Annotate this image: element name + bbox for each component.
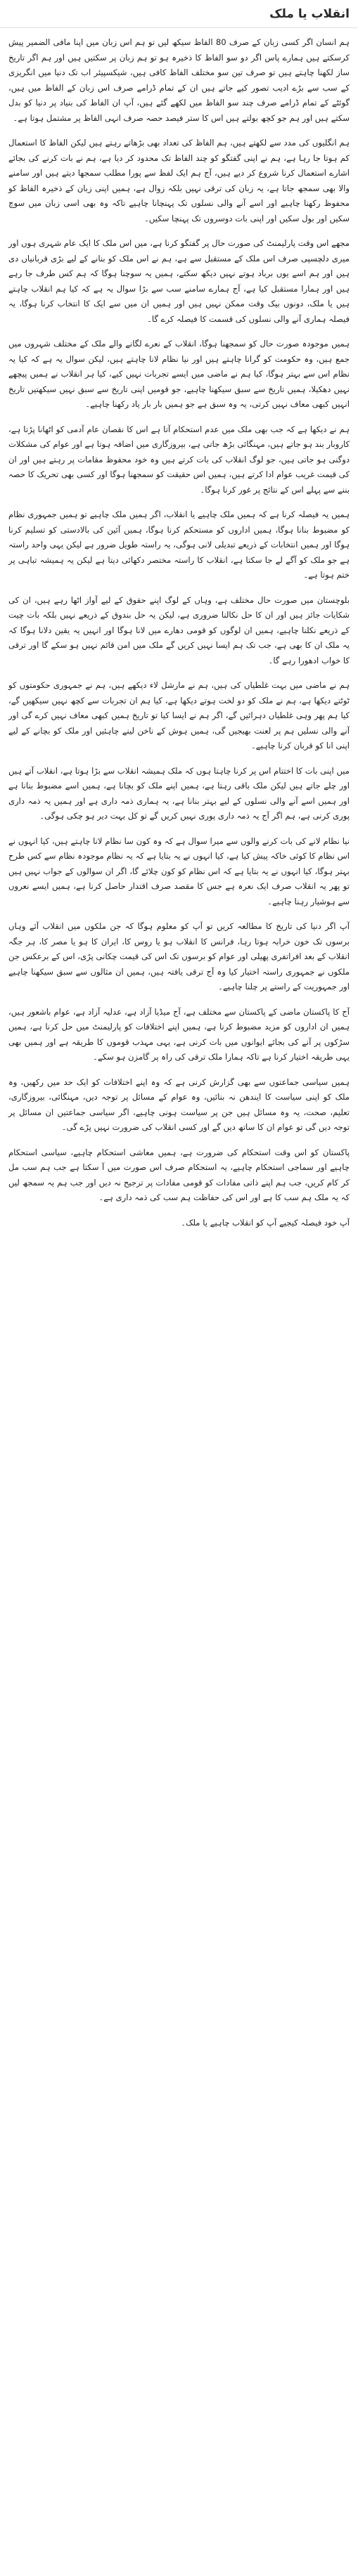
article-paragraph: آپ خود فیصلہ کیجیے آپ کو انقلاب چاہیے یا ملک۔ [181,1217,350,1228]
article-body [0,28,358,2576]
article-paragraph: ہمیں موجودہ صورت حال کو سمجھنا ہوگا، انقلاب کے نعرے لگانے والے ملک کے مختلف شہروں میں جمع ہیں، وہ حکومت کو گرانا چاہتے ہیں اور نیا نظام لانا چاہتے ہیں، لیکن سوال یہ ہے کہ کیا یہ نظام اس سے بہتر ہوگا، کیا ہم نے ماضی میں ایسے تجربات نہیں کیے، کیا ہر انقلاب نے ہمیں پیچھے نہیں دھکیلا، ہمیں تاریخ سے سبق سیکھنا چاہیے، جو قومیں اپنی تاریخ سے سبق نہیں سیکھتیں تاریخ انہیں کبھی معاف نہیں کرتی، یہ وہ سبق ہے جو ہمیں بار بار یاد رکھنا چاہیے۔ [8,339,350,409]
article-paragraph: آج کا پاکستان ماضی کے پاکستان سے مختلف ہے، آج میڈیا آزاد ہے، عدلیہ آزاد ہے، عوام باشعور ہیں، ہمیں ان اداروں کو مزید مضبوط کرنا ہے، ہمیں اپنے اختلافات کو پارلیمنٹ میں حل کرنا ہے، ہمیں سڑکوں پر آنے کی بجائے ایوانوں میں بات کرنی ہے، یہی مہذب قوموں کا طریقہ ہے اور ہمیں بھی یہی طریقہ اختیار کرنا ہے تاکہ ہمارا ملک ترقی کی راہ پر گامزن ہو سکے۔ [8,1006,350,1062]
article-paragraph: ہم نے ماضی میں بہت غلطیاں کی ہیں، ہم نے مارشل لاء دیکھے ہیں، ہم نے جمہوری حکومتوں کو ٹوٹتے دیکھا ہے، ہم نے ملک کو دو لخت ہوتے دیکھا ہے، کیا ہم ان تجربات سے کچھ نہیں سیکھیں گے، کیا ہم پھر وہی غلطیاں دہرائیں گے، اگر ہم نے ایسا کیا تو تاریخ ہمیں کبھی معاف نہیں کرے گی اور آنے والی نسلیں ہم پر لعنت بھیجیں گی، ہمیں ہوش کے ناخن لینے چاہئیں اور ملک کو بچانے کے لیے اپنی انا کو قربان کرنا چاہیے۔ [8,680,350,750]
article-paragraph: بلوچستان میں صورت حال مختلف ہے، وہاں کے لوگ اپنے حقوق کے لیے آواز اٹھا رہے ہیں، ان کی شکایات جائز ہیں اور ان کا حل نکالنا ضروری ہے، لیکن یہ حل بندوق کے ذریعے نہیں بلکہ بات چیت کے ذریعے نکلنا چاہیے، ہمیں ان لوگوں کو قومی دھارے میں لانا ہوگا اور انہیں یہ یقین دلانا ہوگا کہ یہ ملک ان کا بھی ہے، جب تک ہم ایسا نہیں کریں گے ملک میں امن قائم نہیں ہو سکے گا اور ترقی کا خواب ادھورا رہے گا۔ [8,594,350,665]
title-bar [0,0,358,28]
article-paragraph: نیا نظام لانے کی بات کرنے والوں سے میرا سوال ہے کہ وہ کون سا نظام لانا چاہتے ہیں، کیا انہوں نے اس نظام کا کوئی خاکہ پیش کیا ہے، کیا انہوں نے یہ بتایا ہے کہ یہ نظام موجودہ نظام سے کس طرح بہتر ہوگا، کیا انہوں نے یہ بتایا ہے کہ اس نظام کو کون چلائے گا، اگر ان سوالوں کے جواب نہیں ہیں تو پھر یہ انقلاب صرف ایک نعرہ ہے جس کا مقصد صرف اقتدار حاصل کرنا ہے، ہمیں ایسے نعروں سے ہوشیار رہنا چاہیے۔ [8,835,350,906]
article-paragraph: آپ اگر دنیا کی تاریخ کا مطالعہ کریں تو آپ کو معلوم ہوگا کہ جن ملکوں میں انقلاب آئے وہاں برسوں تک خون خرابہ ہوتا رہا، فرانس کا انقلاب ہو یا روس کا، ایران کا ہو یا مصر کا، ہر جگہ انقلاب کے بعد افراتفری پھیلی اور عوام کو برسوں تک اس کی قیمت چکانی پڑی، اس کے برعکس جن ملکوں نے جمہوری راستہ اختیار کیا وہ آج ترقی یافتہ ہیں، ہمیں ان مثالوں سے سبق سیکھنا چاہیے اور جمہوریت کے راستے پر چلنا چاہیے۔ [8,921,350,991]
article-paragraph: ہمیں سیاسی جماعتوں سے بھی گزارش کرنی ہے کہ وہ اپنے اختلافات کو ایک حد میں رکھیں، وہ ملک کو اپنی سیاست کا ایندھن نہ بنائیں، وہ عوام کے مسائل پر توجہ دیں، مہنگائی، بیروزگاری، تعلیم، صحت، یہ وہ مسائل ہیں جن پر سیاست ہونی چاہیے، اگر سیاسی جماعتیں ان مسائل پر توجہ دیں گی تو عوام ان کا ساتھ دیں گے اور کسی انقلاب کی ضرورت نہیں پڑے گی۔ [8,1076,350,1132]
article-paragraph: ہمیں یہ فیصلہ کرنا ہے کہ ہمیں ملک چاہیے یا انقلاب، اگر ہمیں ملک چاہیے تو ہمیں جمہوری نظام کو مضبوط بنانا ہوگا، ہمیں اداروں کو مستحکم کرنا ہوگا، ہمیں آئین کی بالادستی کو تسلیم کرنا ہوگا اور ہمیں انتخابات کے ذریعے تبدیلی لانی ہوگی، یہ راستہ طویل ضرور ہے لیکن یہی واحد راستہ ہے جو ملک کو آگے لے جا سکتا ہے، انقلاب کا راستہ مختصر دکھائی دیتا ہے لیکن یہ ہمیشہ تباہی پر ختم ہوتا ہے۔ [8,509,350,580]
article-paragraph: میں اپنی بات کا اختتام اس پر کرنا چاہتا ہوں کہ ملک ہمیشہ انقلاب سے بڑا ہوتا ہے، انقلاب آتے ہیں اور چلے جاتے ہیں لیکن ملک باقی رہتا ہے، ہمیں اپنے ملک کو بچانا ہے، ہمیں اسے مضبوط بنانا ہے اور ہمیں اسے آنے والی نسلوں کے لیے بہتر بنانا ہے، یہ ہماری ذمہ داری ہے اور ہمیں یہ ذمہ داری پوری کرنی ہے، ہم اگر آج یہ ذمہ داری پوری نہیں کریں گے تو کل بہت دیر ہو چکی ہوگی۔ [8,765,350,821]
article-paragraph: مجھے اس وقت پارلیمنٹ کی صورت حال پر گفتگو کرنا ہے، میں اس ملک کا ایک عام شہری ہوں اور میری دلچسپی صرف اس ملک کے مستقبل سے ہے، ہم نے اس ملک کو بنانے کے لیے بڑی قربانیاں دی ہیں اور ہم اسے یوں برباد ہوتے نہیں دیکھ سکتے، ہمیں یہ سوچنا ہوگا کہ ہم کس طرف جا رہے ہیں اور ہمارا مستقبل کیا ہے، آج ہمارے سامنے سب سے بڑا سوال یہ ہے کہ کیا ہم انقلاب چاہتے ہیں یا ملک، دونوں بیک وقت ممکن نہیں ہیں اور ہمیں ان میں سے ایک کا انتخاب کرنا ہوگا، یہ فیصلہ ہماری آنے والی نسلوں کی قسمت کا فیصلہ کرے گا۔ [8,238,350,324]
article-paragraph: پاکستان کو اس وقت استحکام کی ضرورت ہے، ہمیں معاشی استحکام چاہیے، سیاسی استحکام چاہیے اور سماجی استحکام چاہیے، یہ استحکام صرف اس صورت میں آ سکتا ہے جب ہم سب مل کر کام کریں، جب ہم اپنے ذاتی مفادات کو قومی مفادات پر ترجیح نہ دیں اور جب ہم یہ سمجھ لیں کہ یہ ملک ہم سب کا ہے اور اس کی حفاظت ہم سب کی ذمہ داری ہے۔ [8,1147,350,1202]
article-paragraph: ہم نے دیکھا ہے کہ جب بھی ملک میں عدم استحکام آتا ہے اس کا نقصان عام آدمی کو اٹھانا پڑتا ہے، کاروبار بند ہو جاتے ہیں، مہنگائی بڑھ جاتی ہے، بیروزگاری میں اضافہ ہوتا ہے اور عوام کی مشکلات دوگنی ہو جاتی ہیں، جو لوگ انقلاب کی بات کرتے ہیں وہ خود محفوظ مقامات پر رہتے ہیں اور ان کی قیمت غریب عوام ادا کرتے ہیں، ہمیں اس حقیقت کو سمجھنا ہوگا اور کسی بھی تحریک کا حصہ بننے سے پہلے اس کے نتائج پر غور کرنا ہوگا۔ [8,424,350,495]
article-paragraph: ہم انگلیوں کی مدد سے لکھتے ہیں، ہم الفاظ کی تعداد بھی بڑھاتے رہتے ہیں لیکن الفاظ کا استعمال کم ہوتا جا رہا ہے، ہم نے اپنی گفتگو کو چند الفاظ تک محدود کر دیا ہے، ہم نے بات کرنے کی بجائے اشارے استعمال کرنا شروع کر دیے ہیں، آج ہم ایک لفظ سے پورا مطلب سمجھا دیتے ہیں اور سامنے والا بھی سمجھ جاتا ہے، یہ زبان کی ترقی نہیں بلکہ زوال ہے، ہمیں اپنی زبان کے ذخیرہ الفاظ کو محفوظ رکھنا چاہیے اور اسے آنے والی نسلوں تک پہنچانا چاہیے تاکہ وہ بھی اسی زبان میں سوچ سکیں اور بول سکیں اور اپنی بات دوسروں تک پہنچا سکیں۔ [8,138,350,223]
article-title: انقلاب یا ملک [269,6,350,21]
article-paragraph: ہم انسان اگر کسی زبان کے صرف 80 الفاظ سیکھ لیں تو ہم اس زبان میں اپنا مافی الضمیر پیش کرسکتے ہیں ہمارے پاس اگر دو سو الفاظ کا ذخیرہ ہو تو ہم زبان پر سکتیں ہیں اور ہم اگر تاریخ ساز لکھنا چاہتے ہیں تو صرف تین سو مختلف الفاظ کافی ہیں، شیکسپیئر اب تک دنیا میں انگریزی کے سب سے بڑے ادیب تصور کیے جاتے ہیں ان کے تمام ڈرامے صرف اس زبان کے الفاظ میں ہیں، گوئٹے کے تمام ڈرامے صرف چند سو الفاظ میں لکھے گئے ہیں، آپ ان الفاظ کی بنیاد پر دنیا کو بدل سکتے ہیں اور ہم جو کچھ بولتے ہیں اس کا ستر فیصد حصہ صرف انہی الفاظ پر مشتمل ہوتا ہے۔ [8,37,350,123]
